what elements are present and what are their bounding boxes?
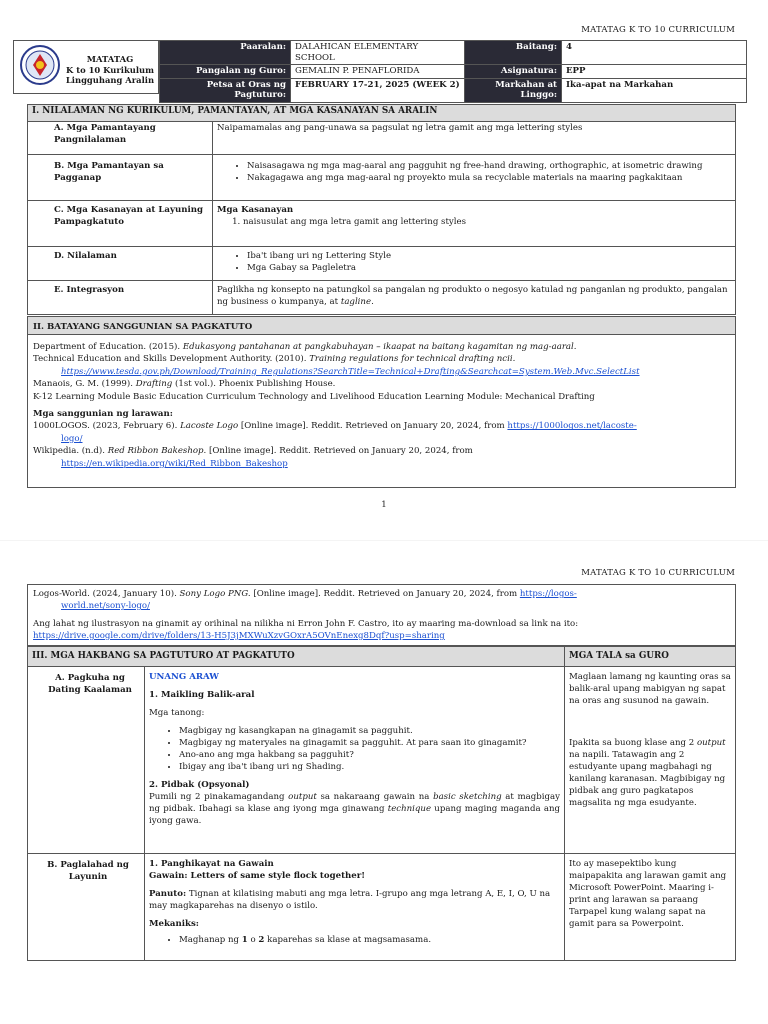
google-drive-link[interactable]: https://drive.google.com/drive/folders/13-H5J3jMXWuXzvGOxrA5OVnEnexg8Dqf?usp=sharing — [33, 631, 445, 641]
section1-b-label: B. Mga Pamantayan sa Pagganap — [28, 155, 213, 201]
lacoste-link[interactable]: https://1000logos.net/lacoste- — [507, 421, 637, 432]
mekaniks-heading: Mekaniks: — [149, 919, 199, 929]
list-item: 1. naisusulat ang mga letra gamit ang lettering styles — [243, 217, 731, 229]
reference-4: K-12 Learning Module Basic Education Curriculum Technology and Livelihood Education Learning Module: Mechanical Drafting — [33, 391, 595, 402]
section1-e-text: Paglikha ng konsepto na patungkol sa pangalan ng produkto o negosyo katulad ng panganlan ng produkto, pangalan ng business o kumpanya, at tagline. — [213, 281, 736, 315]
tesda-link[interactable]: https://www.tesda.gov.ph/Download/Training_Regulations?SearchTitle=Technical+Drafting&Searchcat=System.Web.Mvc.SelectList — [61, 366, 640, 377]
section1-d-list — [213, 247, 736, 281]
section1-e-label: E. Integrasyon — [28, 281, 213, 315]
image-reference-2: Wikipedia. (n.d). Red Ribbon Bakeshop. [Online image]. Reddit. Retrieved on January 20, 2024, from — [33, 446, 473, 457]
title-info-table — [159, 40, 747, 103]
asignatura-value: EPP — [562, 65, 747, 79]
guro-label: Pangalan ng Guro: — [160, 65, 291, 79]
list-item: • Naisasagawa ng mga mag-aaral ang pagguhit ng free-hand drawing, orthographic, at isometric drawing — [247, 161, 731, 173]
red-ribbon-link[interactable]: https://en.wikipedia.org/wiki/Red_Ribbon_Bakeshop — [61, 458, 288, 469]
sony-link[interactable]: https://logos- — [519, 589, 577, 599]
section3-a-notes — [565, 667, 736, 854]
title-line3: Lingguhang Aralin — [65, 75, 155, 85]
panghikayat-heading: 1. Panghikayat na Gawain — [149, 859, 274, 869]
pidbak-heading: 2. Pidbak (Opsyonal) — [149, 780, 250, 790]
petsa-label: Petsa at Oras ng Pagtuturo: — [160, 78, 291, 102]
paaralan-label: Paaralan: — [160, 41, 291, 65]
section1-c-label: C. Mga Kasanayan at Layuning Pampagkatuto — [28, 201, 213, 247]
section3-b-label: B. Paglalahad ng Layunin — [28, 854, 145, 961]
deped-seal-icon — [20, 45, 60, 85]
reference-2: Technical Education and Skills Development Authority. (2010). Training regulations for technical drafting ncii. — [33, 354, 516, 365]
section1-title: I. NILALAMAN NG KURIKULUM, PAMANTAYAN, AT MGA KASANAYAN SA ARALIN — [28, 105, 736, 122]
reference-3: Manaois, G. M. (1999). Drafting (1st vol.). Phoenix Publishing House. — [33, 379, 336, 390]
questions-intro: Mga tanong: — [149, 708, 205, 718]
section1-b-list — [213, 155, 736, 201]
image-reference-1: 1000LOGOS. (2023, February 6). Lacoste Logo [Online image]. Reddit. Retrieved on January 20, 2024, from https://1000logos.net/lacoste- — [33, 421, 637, 432]
list-item: • Maghanap ng 1 o 2 kaparehas sa klase at magsamasama. — [179, 934, 560, 946]
curriculum-header-page2: MATATAG K TO 10 CURRICULUM — [581, 568, 735, 578]
note-balik-aral: Maglaan lamang ng kaunting oras sa balik-aral upang mabigyan ng sapat na oras ang susunod na gawain. — [569, 672, 731, 706]
list-item: • Ibigay ang iba't ibang uri ng Shading. — [179, 761, 560, 773]
sony-reference: Logos-World. (2024, January 10). Sony Logo PNG. [Online image]. Reddit. Retrieved on January 20, 2024, from https://logos- — [33, 589, 577, 599]
curriculum-header: MATATAG K TO 10 CURRICULUM — [581, 25, 735, 35]
section1-table — [27, 104, 736, 315]
section1-a-label: A. Mga Pamantayang Pangnilalaman — [28, 122, 213, 155]
guro-value: GEMALIN P. PENAFLORIDA — [291, 65, 465, 79]
page2-references — [27, 584, 736, 646]
day-label: UNANG ARAW — [149, 672, 219, 682]
paaralan-value: DALAHICAN ELEMENTARY SCHOOL — [291, 41, 465, 65]
balik-aral-heading: 1. Maikling Balik-aral — [149, 690, 255, 700]
baitang-label: Baitang: — [465, 41, 562, 65]
section1-a-text: Naipamamalas ang pang-unawa sa pagsulat ng letra gamit ang mga lettering styles — [213, 122, 736, 155]
lacoste-link-continued[interactable]: logo/ — [61, 433, 83, 444]
section3-a-content — [145, 667, 565, 854]
sony-link-continued[interactable]: world.net/sony-logo/ — [61, 601, 150, 611]
section3-title: III. MGA HAKBANG SA PAGTUTURO AT PAGKATUTO — [28, 647, 565, 667]
image-references-heading: Mga sanggunian ng larawan: — [33, 409, 173, 420]
notes-title: MGA TALA sa GURO — [565, 647, 736, 667]
section1-d-label: D. Nilalaman — [28, 247, 213, 281]
title-block-logo-cell — [13, 40, 159, 94]
section3-b-content — [145, 854, 565, 961]
page-separator — [0, 540, 768, 541]
list-item: • Magbigay ng kasangkapan na ginagamit sa pagguhit. — [179, 725, 560, 737]
petsa-value: FEBRUARY 17-21, 2025 (WEEK 2) — [291, 78, 465, 102]
section3-b-notes: Ito ay masepektibo kung maipapakita ang larawan gamit ang Microsoft PowerPoint. Maaring i-print ang larawan sa paraang Tarpapel kung walang sapat na gamit para sa Powerpoint. — [565, 854, 736, 961]
title-line2: K to 10 Kurikulum — [66, 64, 154, 75]
list-item: • Iba't ibang uri ng Lettering Style — [247, 251, 731, 263]
baitang-value: 4 — [562, 41, 747, 65]
reference-1: Department of Education. (2015). Edukasyong pantahanan at pangkabuhayan – ikaapat na baitang kagamitan ng mag-aaral. — [33, 342, 577, 352]
pidbak-text: Pumili ng 2 pinakamagandang output sa nakaraang gawain na basic sketching at magbigay ng pidbak. Ibahagi sa klase ang iyong mga ginawang technique upang maging maganda ang iyong gawa. — [149, 792, 560, 826]
list-item: • Mga Gabay sa Pagleletra — [247, 263, 731, 275]
note-pidbak: Ipakita sa buong klase ang 2 output na napili. Tatawagin ang 2 estudyante upang magbahagi ng kanilang karanasan. Magbibigay ng pidbak ang guro pagkatapos magsalita ng mga esudyante. — [569, 738, 726, 808]
list-item: • Nakagagawa ang mga mag-aaral ng proyekto mula sa recyclable materials na maaring pagkakitaan — [247, 173, 731, 185]
section1-c-heading: Mga Kasanayan — [217, 205, 294, 215]
section2-content — [27, 334, 736, 488]
asignatura-label: Asignatura: — [465, 65, 562, 79]
title-line1: MATATAG — [86, 54, 134, 64]
illustration-note: Ang lahat ng ilustrasyon na ginamit ay orihinal na nilikha ni Erron John F. Castro, ito ay maaring ma-download sa link na ito: — [33, 619, 579, 629]
gawain-title: Gawain: Letters of same style flock together! — [149, 871, 366, 881]
section1-c-content — [213, 201, 736, 247]
section3-a-label: A. Pagkuha ng Dating Kaalaman — [28, 667, 145, 854]
section3-table — [27, 646, 736, 961]
page-number: 1 — [381, 500, 387, 510]
section2-title: II. BATAYANG SANGGUNIAN SA PAGKATUTO — [27, 316, 736, 335]
panuto-text: Panuto: Tignan at kilatising mabuti ang mga letra. I-grupo ang mga letrang A, E, I, O, U na may magkaparehas na disenyo o istilo. — [149, 889, 551, 911]
list-item: • Ano-ano ang mga hakbang sa pagguhit? — [179, 749, 560, 761]
list-item: • Magbigay ng materyales na ginagamit sa pagguhit. At para saan ito ginagamit? — [179, 737, 560, 749]
markahan-label: Markahan at Linggo: — [465, 78, 562, 102]
markahan-value: Ika-apat na Markahan — [562, 78, 747, 102]
